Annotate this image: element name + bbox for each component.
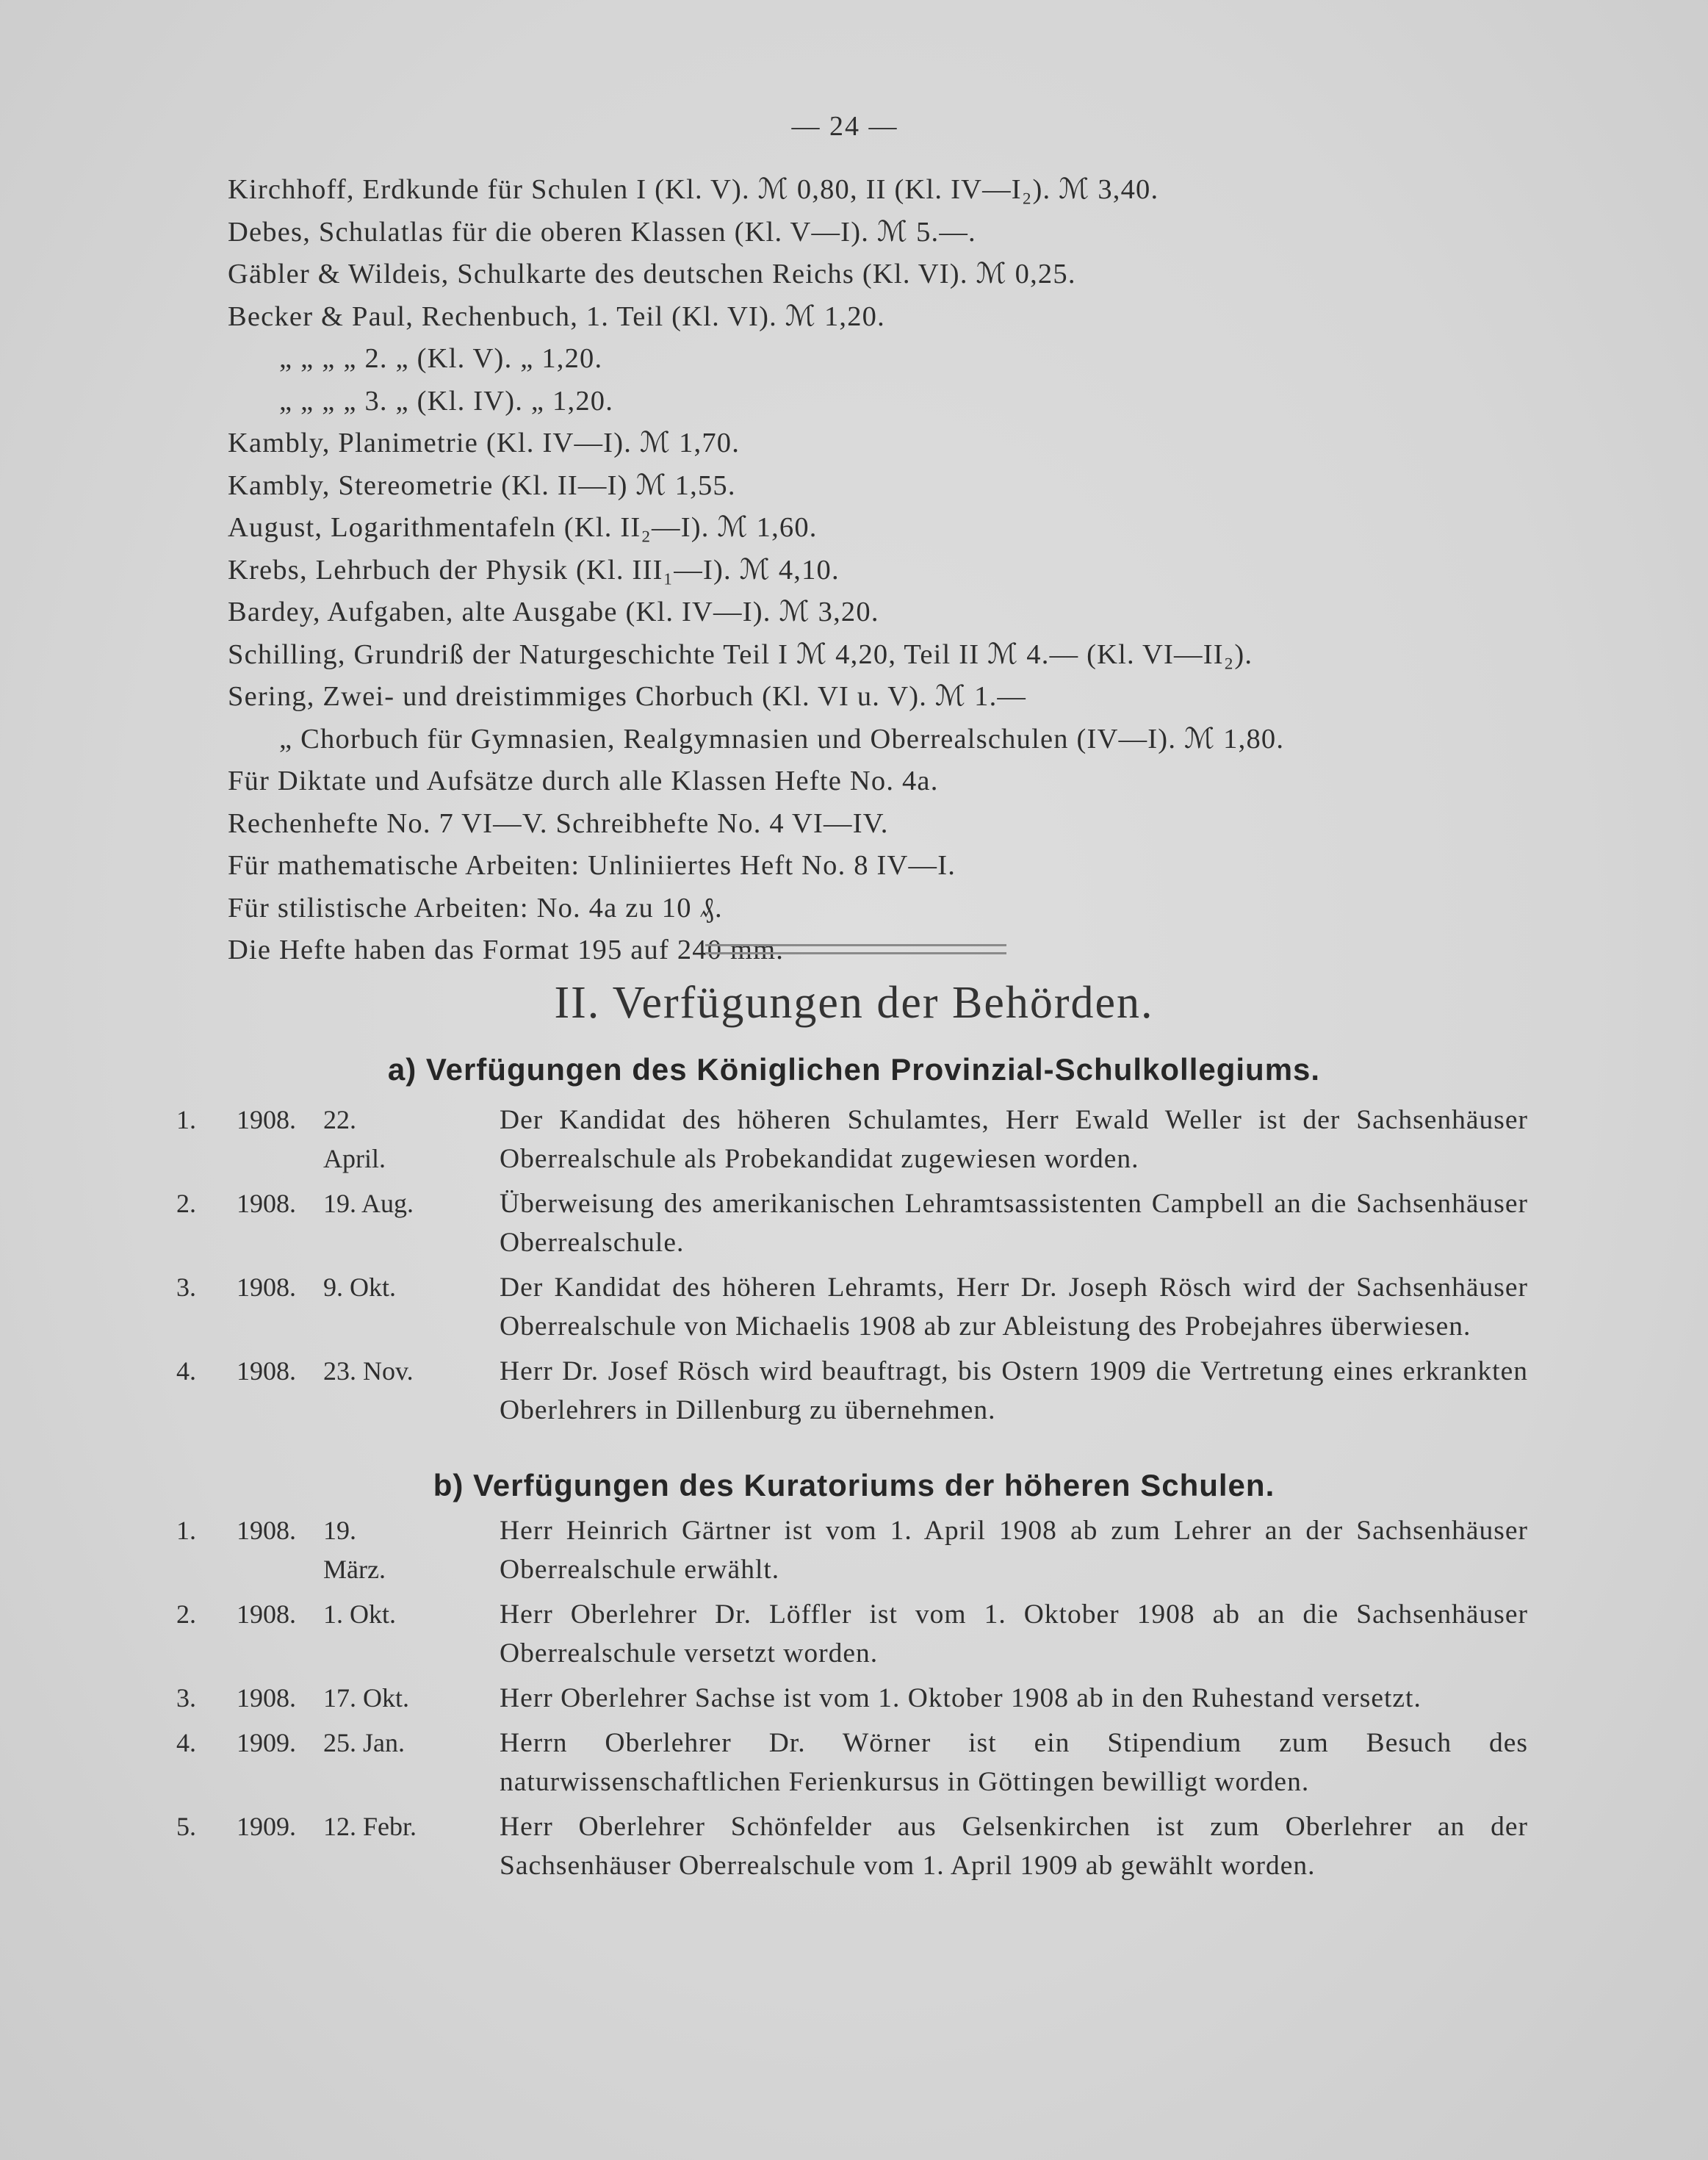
decree-number: 1. bbox=[176, 1105, 196, 1134]
decree-number: 3. bbox=[176, 1272, 196, 1302]
decree-number: 4. bbox=[176, 1728, 196, 1757]
textbook-list bbox=[228, 169, 1513, 972]
decree-year: 1909. bbox=[237, 1812, 296, 1841]
decree-entry bbox=[176, 1268, 1528, 1346]
textbook-entry: Schilling, Grundriß der Naturgeschichte Teil I ℳ 4,20, Teil II ℳ 4.— (Kl. VI—II₂). bbox=[228, 638, 1253, 670]
decree-number: 1. bbox=[176, 1516, 196, 1545]
decree-number: 4. bbox=[176, 1356, 196, 1386]
textbook-entry: Becker & Paul, Rechenbuch, 1. Teil (Kl. VI). ℳ 1,20. bbox=[228, 300, 885, 332]
decree-date: 9. Okt. bbox=[323, 1272, 396, 1302]
decree-date: 22. April. bbox=[323, 1105, 386, 1173]
decree-entry bbox=[176, 1511, 1528, 1589]
textbook-entry: Die Hefte haben das Format 195 auf 240 mm. bbox=[228, 935, 785, 965]
decree-date: 23. Nov. bbox=[323, 1356, 414, 1386]
decree-text: Überweisung des amerikanischen Lehramtsassistenten Campbell an die Sachsenhäuser Oberrealschule. bbox=[500, 1189, 1528, 1258]
decree-year: 1908. bbox=[237, 1356, 296, 1386]
decree-year: 1908. bbox=[237, 1272, 296, 1302]
decree-text: Herr Dr. Josef Rösch wird beauftragt, bis Ostern 1909 die Vertretung eines erkrankten Oberlehrers in Dillenburg zu übernehmen. bbox=[500, 1356, 1528, 1425]
decree-list-curatorium bbox=[176, 1511, 1528, 1891]
decree-entry bbox=[176, 1352, 1528, 1430]
textbook-entry: „ Chorbuch für Gymnasien, Realgymnasien und Oberrealschulen (IV—I). ℳ 1,80. bbox=[279, 723, 1285, 755]
textbook-entry: „ „ „ „ 3. „ (Kl. IV). „ 1,20. bbox=[279, 385, 614, 417]
decree-year: 1908. bbox=[237, 1516, 296, 1545]
decree-text: Der Kandidat des höheren Schulamtes, Herr Ewald Weller ist der Sachsenhäuser Oberrealschule als Probekandidat zugewiesen worden. bbox=[500, 1105, 1528, 1174]
decree-entry bbox=[176, 1101, 1528, 1178]
decree-entry bbox=[176, 1724, 1528, 1801]
textbook-entry: Rechenhefte No. 7 VI—V. Schreibhefte No. 4 VI—IV. bbox=[228, 807, 889, 839]
subsection-heading-b: b) Verfügungen des Kuratoriums der höheren Schulen. bbox=[433, 1468, 1275, 1502]
decree-list-provincial bbox=[176, 1101, 1528, 1436]
decree-date: 19. Aug. bbox=[323, 1189, 414, 1218]
subsection-heading-a: a) Verfügungen des Königlichen Provinzial-Schulkollegiums. bbox=[387, 1052, 1321, 1087]
decree-year: 1908. bbox=[237, 1189, 296, 1218]
decree-date: 1. Okt. bbox=[323, 1599, 396, 1629]
textbook-entry: Kirchhoff, Erdkunde für Schulen I (Kl. V). ℳ 0,80, II (Kl. IV—I₂). ℳ 3,40. bbox=[228, 174, 1159, 205]
page-number: — 24 — bbox=[791, 111, 898, 142]
textbook-entry: „ „ „ „ 2. „ (Kl. V). „ 1,20. bbox=[279, 343, 603, 374]
decree-date: 19. März. bbox=[323, 1516, 386, 1584]
section-divider bbox=[705, 944, 1006, 954]
decree-number: 2. bbox=[176, 1599, 196, 1629]
textbook-entry: Sering, Zwei- und dreistimmiges Chorbuch (Kl. VI u. V). ℳ 1.— bbox=[228, 681, 1027, 712]
decree-year: 1909. bbox=[237, 1728, 296, 1757]
decree-text: Herrn Oberlehrer Dr. Wörner ist ein Stipendium zum Besuch des naturwissenschaftlichen Ferienkursus in Göttingen bewilligt worden. bbox=[500, 1728, 1528, 1797]
decree-text: Herr Oberlehrer Sachse ist vom 1. Oktober 1908 ab in den Ruhestand versetzt. bbox=[500, 1683, 1421, 1713]
decree-text: Herr Oberlehrer Dr. Löffler ist vom 1. Oktober 1908 ab an die Sachsenhäuser Oberrealschule versetzt worden. bbox=[500, 1599, 1528, 1668]
textbook-entry: Kambly, Planimetrie (Kl. IV—I). ℳ 1,70. bbox=[228, 428, 741, 458]
textbook-entry: Kambly, Stereometrie (Kl. II—I) ℳ 1,55. bbox=[228, 469, 736, 501]
textbook-entry: Bardey, Aufgaben, alte Ausgabe (Kl. IV—I). ℳ 3,20. bbox=[228, 597, 879, 627]
decree-number: 5. bbox=[176, 1812, 196, 1841]
decree-text: Herr Oberlehrer Schönfelder aus Gelsenkirchen ist zum Oberlehrer an der Sachsenhäuser Oberrealschule vom 1. April 1909 ab gewählt worden. bbox=[500, 1812, 1528, 1881]
decree-date: 12. Febr. bbox=[323, 1812, 417, 1841]
textbook-entry: Für Diktate und Aufsätze durch alle Klassen Hefte No. 4a. bbox=[228, 766, 939, 796]
decree-year: 1908. bbox=[237, 1683, 296, 1713]
decree-text: Der Kandidat des höheren Lehramts, Herr Dr. Joseph Rösch wird der Sachsenhäuser Oberrealschule von Michaelis 1908 ab zur Ableistung des Probejahres überwiesen. bbox=[500, 1272, 1528, 1342]
decree-number: 3. bbox=[176, 1683, 196, 1713]
textbook-entry: August, Logarithmentafeln (Kl. II₂—I). ℳ 1,60. bbox=[228, 512, 818, 543]
textbook-entry: Debes, Schulatlas für die oberen Klassen (Kl. V—I). ℳ 5.—. bbox=[228, 216, 976, 248]
decree-year: 1908. bbox=[237, 1599, 296, 1629]
textbook-entry: Für stilistische Arbeiten: No. 4a zu 10 ₰. bbox=[228, 892, 723, 924]
decree-entry bbox=[176, 1595, 1528, 1673]
decree-date: 17. Okt. bbox=[323, 1683, 409, 1713]
decree-entry bbox=[176, 1679, 1528, 1718]
decree-date: 25. Jan. bbox=[323, 1728, 405, 1757]
decree-entry bbox=[176, 1807, 1528, 1885]
textbook-entry: Krebs, Lehrbuch der Physik (Kl. III₁—I). ℳ 4,10. bbox=[228, 554, 840, 586]
section-title: II. Verfügungen der Behörden. bbox=[554, 978, 1154, 1028]
textbook-entry: Für mathematische Arbeiten: Unliniiertes Heft No. 8 IV—I. bbox=[228, 850, 956, 881]
decree-number: 2. bbox=[176, 1189, 196, 1218]
decree-year: 1908. bbox=[237, 1105, 296, 1134]
decree-text: Herr Heinrich Gärtner ist vom 1. April 1908 ab zum Lehrer an der Sachsenhäuser Oberrealschule erwählt. bbox=[500, 1516, 1528, 1585]
decree-entry bbox=[176, 1184, 1528, 1262]
textbook-entry: Gäbler & Wildeis, Schulkarte des deutschen Reichs (Kl. VI). ℳ 0,25. bbox=[228, 259, 1076, 289]
